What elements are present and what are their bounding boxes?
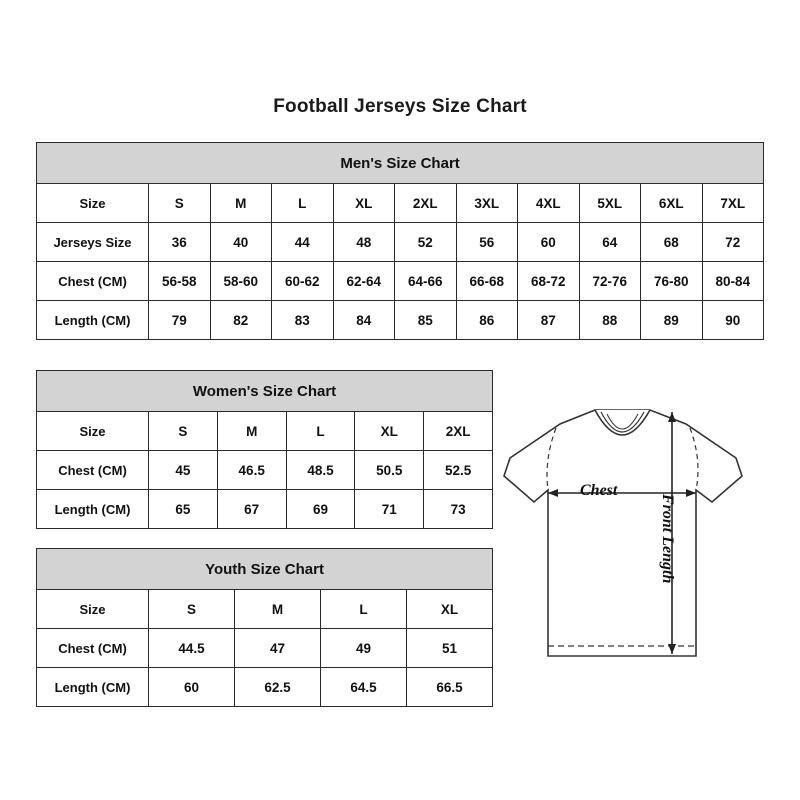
column-header: S — [149, 412, 218, 451]
table-section-header-row — [37, 143, 764, 184]
row-label: Chest (CM) — [37, 262, 149, 301]
youth-size-table — [36, 548, 493, 707]
table-cell: 44.5 — [149, 629, 235, 668]
table-cell: 86 — [456, 301, 518, 340]
table-cell: 67 — [217, 490, 286, 529]
column-header: XL — [333, 184, 395, 223]
column-header: Size — [37, 590, 149, 629]
table-cell: 71 — [355, 490, 424, 529]
table-cell: 73 — [424, 490, 493, 529]
table-row — [37, 490, 493, 529]
table-row — [37, 262, 764, 301]
table-cell: 66-68 — [456, 262, 518, 301]
table-cell: 62.5 — [235, 668, 321, 707]
table-cell: 36 — [149, 223, 211, 262]
column-header: L — [272, 184, 334, 223]
table-cell: 64-66 — [395, 262, 457, 301]
table-cell: 40 — [210, 223, 272, 262]
page-title: Football Jerseys Size Chart — [273, 96, 527, 117]
table-cell: 69 — [286, 490, 355, 529]
table-cell: 58-60 — [210, 262, 272, 301]
section-title: Youth Size Chart — [37, 549, 493, 590]
table-cell: 68-72 — [518, 262, 580, 301]
table-column-header-row — [37, 590, 493, 629]
table-cell: 44 — [272, 223, 334, 262]
table-cell: 47 — [235, 629, 321, 668]
table-cell: 52 — [395, 223, 457, 262]
column-header: M — [235, 590, 321, 629]
table-cell: 60 — [518, 223, 580, 262]
table-cell: 48 — [333, 223, 395, 262]
table-cell: 83 — [272, 301, 334, 340]
womens-size-table — [36, 370, 493, 529]
jersey-measurement-diagram — [500, 398, 780, 688]
column-header: XL — [355, 412, 424, 451]
column-header: 7XL — [702, 184, 764, 223]
table-cell: 60 — [149, 668, 235, 707]
table-cell: 46.5 — [217, 451, 286, 490]
column-header: M — [210, 184, 272, 223]
table-section-header-row — [37, 371, 493, 412]
table-cell: 49 — [321, 629, 407, 668]
table-cell: 56 — [456, 223, 518, 262]
table-cell: 66.5 — [407, 668, 493, 707]
table-cell: 89 — [641, 301, 703, 340]
table-column-header-row — [37, 184, 764, 223]
table-cell: 65 — [149, 490, 218, 529]
table-cell: 60-62 — [272, 262, 334, 301]
row-label: Length (CM) — [37, 301, 149, 340]
table-row — [37, 223, 764, 262]
jersey-outline-svg — [500, 398, 780, 688]
column-header: Size — [37, 412, 149, 451]
table-cell: 62-64 — [333, 262, 395, 301]
table-row — [37, 629, 493, 668]
column-header: 6XL — [641, 184, 703, 223]
table-cell: 64 — [579, 223, 641, 262]
jersey-body-path — [504, 410, 742, 656]
table-cell: 76-80 — [641, 262, 703, 301]
mens-size-table — [36, 142, 764, 340]
table-cell: 68 — [641, 223, 703, 262]
column-header: 2XL — [395, 184, 457, 223]
table-cell: 48.5 — [286, 451, 355, 490]
row-label: Length (CM) — [37, 490, 149, 529]
section-title: Women's Size Chart — [37, 371, 493, 412]
table-cell: 90 — [702, 301, 764, 340]
column-header: L — [286, 412, 355, 451]
table-cell: 72 — [702, 223, 764, 262]
front-length-label: Front Length — [659, 494, 676, 584]
table-cell: 82 — [210, 301, 272, 340]
table-cell: 51 — [407, 629, 493, 668]
table-cell: 85 — [395, 301, 457, 340]
column-header: S — [149, 590, 235, 629]
chest-label: Chest — [580, 482, 618, 499]
table-row — [37, 301, 764, 340]
row-label: Chest (CM) — [37, 451, 149, 490]
table-row — [37, 668, 493, 707]
row-label: Length (CM) — [37, 668, 149, 707]
table-cell: 50.5 — [355, 451, 424, 490]
column-header: L — [321, 590, 407, 629]
table-row — [37, 451, 493, 490]
column-header: 3XL — [456, 184, 518, 223]
table-cell: 56-58 — [149, 262, 211, 301]
table-cell: 80-84 — [702, 262, 764, 301]
row-label: Jerseys Size — [37, 223, 149, 262]
table-cell: 52.5 — [424, 451, 493, 490]
column-header: XL — [407, 590, 493, 629]
table-cell: 45 — [149, 451, 218, 490]
column-header: M — [217, 412, 286, 451]
table-cell: 72-76 — [579, 262, 641, 301]
table-cell: 64.5 — [321, 668, 407, 707]
table-cell: 88 — [579, 301, 641, 340]
table-section-header-row — [37, 549, 493, 590]
column-header: S — [149, 184, 211, 223]
column-header: 5XL — [579, 184, 641, 223]
column-header: Size — [37, 184, 149, 223]
table-cell: 79 — [149, 301, 211, 340]
table-cell: 87 — [518, 301, 580, 340]
section-title: Men's Size Chart — [37, 143, 764, 184]
column-header: 4XL — [518, 184, 580, 223]
table-column-header-row — [37, 412, 493, 451]
table-cell: 84 — [333, 301, 395, 340]
column-header: 2XL — [424, 412, 493, 451]
row-label: Chest (CM) — [37, 629, 149, 668]
